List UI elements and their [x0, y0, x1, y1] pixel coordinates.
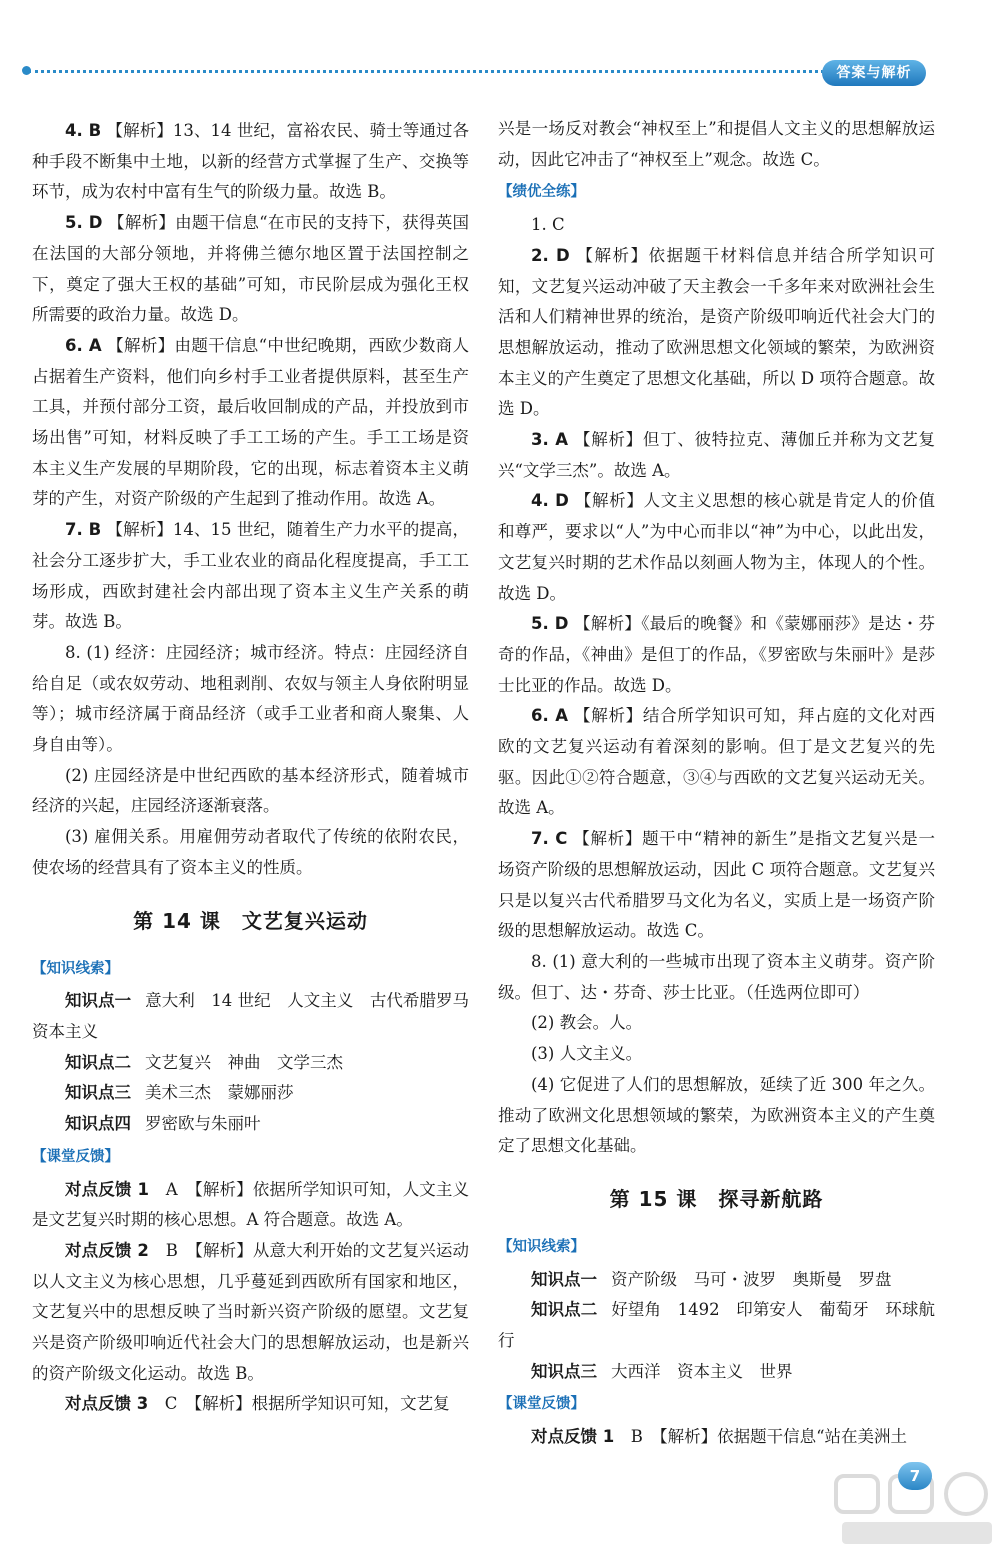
right-column — [498, 114, 935, 1453]
feedback-3: 对点反馈 3 C 【解析】根据所学知识可知，文艺复 — [65, 1394, 450, 1414]
practice-6: 6. A 【解析】结合所学知识可知，拜占庭的文化对西欧的文艺复兴运动有着深刻的影响。但丁是文艺复兴的先驱。因此①②符合题意，③④与西欧的文艺复兴运动无关。故选 A。 — [498, 706, 936, 818]
knowledge-point-4: 知识点四 罗密欧与朱丽叶 — [65, 1114, 261, 1134]
answer-7: 7. B 【解析】14、15 世纪，随着生产力水平的提高，社会分工逐步扩大，手工业农业的商品化程度提高，手工工场形成，西欧封建社会内部出现了资本主义生产关系的萌芽。故选 B。 — [32, 520, 469, 632]
practice-4: 4. D 【解析】人文主义思想的核心就是肯定人的价值和尊严，要求以“人”为中心而非以“神”为中心，以此出发，文艺复兴时期的艺术作品以刻画人物为主，体现人的个性。故选 D。 — [498, 491, 935, 603]
excellent-practice-tag: 【绩优全练】 — [498, 184, 585, 201]
knowledge-point-15-1: 知识点一 资产阶级 马可・波罗 奥斯曼 罗盘 — [531, 1269, 892, 1289]
knowledge-point-1: 知识点一 意大利 14 世纪 人文主义 古代希腊罗马 资本主义 — [32, 991, 486, 1041]
lesson-14-title: 第 14 课 文艺复兴运动 — [133, 908, 368, 933]
feedback-15-1: 对点反馈 1 B 【解析】依据题干信息“站在美洲土 — [531, 1427, 908, 1447]
practice-2: 2. D 【解析】依据题干材料信息并结合所学知识可知，文艺复兴运动冲破了天主教会一千多年来对欧洲社会生活和人们精神世界的统治，是资产阶级叩响近代社会大门的思想解放运动，推动了欧洲思想文化领域的繁荣，为欧洲资本主义的产生奠定了思想文化基础，所以 D 项符合题意。故选 D。 — [498, 245, 935, 419]
practice-8-4: (4) 它促进了人们的思想解放，延续了近 300 年之久。推动了欧洲文化思想领域的繁荣，为欧洲资本主义的产生奠定了思想文化基础。 — [498, 1074, 935, 1156]
answer-5: 5. D 【解析】由题干信息“在市民的支持下，获得英国在法国的大部分领地，并将佛兰德尔地区置于法国控制之下，奠定了强大王权的基础”可知，市民阶层成为强化王权所需要的政治力量。故选 D。 — [32, 213, 470, 325]
knowledge-point-2: 知识点二 文艺复兴 神曲 文学三杰 — [65, 1052, 343, 1072]
answer-8-3: (3) 雇佣关系。用雇佣劳动者取代了传统的依附农民，使农场的经营具有了资本主义的性质。 — [32, 827, 469, 877]
section-badge: 答案与解析 — [822, 60, 926, 86]
knowledge-tag: 【知识线索】 — [32, 960, 119, 977]
left-column — [32, 116, 486, 1420]
answer-8-1: 8. (1) 经济：庄园经济；城市经济。特点：庄园经济自给自足（或农奴劳动、地租剥削、农奴与领主人身依附明显等）；城市经济属于商品经济（或手工业者和商人聚集、人身自由等）。 — [32, 642, 469, 755]
practice-5: 5. D 【解析】《最后的晚餐》和《蒙娜丽莎》是达・芬奇的作品，《神曲》是但丁的作品，《罗密欧与朱丽叶》是莎士比亚的作品。故选 D。 — [498, 614, 936, 695]
practice-1: 1. C — [531, 215, 565, 235]
feedback-tag-15: 【课堂反馈】 — [498, 1396, 585, 1413]
feedback-2: 对点反馈 2 B 【解析】从意大利开始的文艺复兴运动以人文主义为核心思想，几乎蔓延到西欧所有国家和地区，文艺复兴中的思想反映了当时新兴资产阶级的愿望。文艺复兴是资产阶级叩响近代社会大门的思想解放运动，也是新兴的资产阶级文化运动。故选 B。 — [32, 1240, 469, 1383]
feedback-tag: 【课堂反馈】 — [32, 1148, 119, 1165]
answer-8-2: (2) 庄园经济是中世纪西欧的基本经济形式，随着城市经济的兴起，庄园经济逐渐衰落。 — [32, 765, 469, 816]
knowledge-point-15-3: 知识点三 大西洋 资本主义 世界 — [531, 1361, 793, 1381]
feedback-1: 对点反馈 1 A 【解析】依据所学知识可知，人文主义是文艺复兴时期的核心思想。A 符合题意。故选 A。 — [32, 1179, 470, 1230]
knowledge-point-15-2: 知识点二 好望角 1492 印第安人 葡萄牙 环球航行 — [498, 1300, 935, 1351]
practice-7: 7. C 【解析】题干中“精神的新生”是指文艺复兴是一场资产阶级的思想解放运动，因此 C 项符合题意。文艺复兴只是以复兴古代希腊罗马文化为名义，实质上是一场资产阶级的思想解放运动。故选 C。 — [498, 829, 935, 941]
practice-3: 3. A 【解析】但丁、彼特拉克、薄伽丘并称为文艺复兴“文学三杰”。故选 A。 — [498, 430, 936, 480]
feedback-3-continued: 兴是一场反对教会“神权至上”和提倡人文主义的思想解放运动，因此它冲击了“神权至上”观念。故选 C。 — [498, 119, 935, 169]
practice-8-3: (3) 人文主义。 — [531, 1044, 643, 1064]
lesson-15-title: 第 15 课 探寻新航路 — [609, 1186, 824, 1211]
knowledge-tag-15: 【知识线索】 — [498, 1238, 585, 1255]
answer-6: 6. A 【解析】由题干信息“中世纪晚期，西欧少数商人占据着生产资料，他们向乡村手工业者提供原料，甚至生产工具，并预付部分工资，最后收回制成的产品，并投放到市场出售”可知，材料反映了手工工场的产生。手工工场是资本主义生产发展的早期阶段，它的出现，标志着资本主义萌芽的产生，对资产阶级的产生起到了推动作用。故选 A。 — [32, 335, 469, 509]
page-number: 7 — [898, 1462, 932, 1490]
answer-4: 4. B 【解析】13、14 世纪，富裕农民、骑士等通过各种手段不断集中土地，以新的经营方式掌握了生产、交换等环节，成为农村中富有生气的阶级力量。故选 B。 — [32, 121, 469, 202]
header-rule — [28, 70, 908, 73]
practice-8-2: (2) 教会。人。 — [531, 1013, 643, 1033]
knowledge-point-3: 知识点三 美术三杰 蒙娜丽莎 — [65, 1083, 294, 1103]
practice-8-1: 8. (1) 意大利的一些城市出现了资本主义萌芽。资产阶级。但丁、达・芬奇、莎士比亚。（任选两位即可） — [498, 951, 935, 1002]
